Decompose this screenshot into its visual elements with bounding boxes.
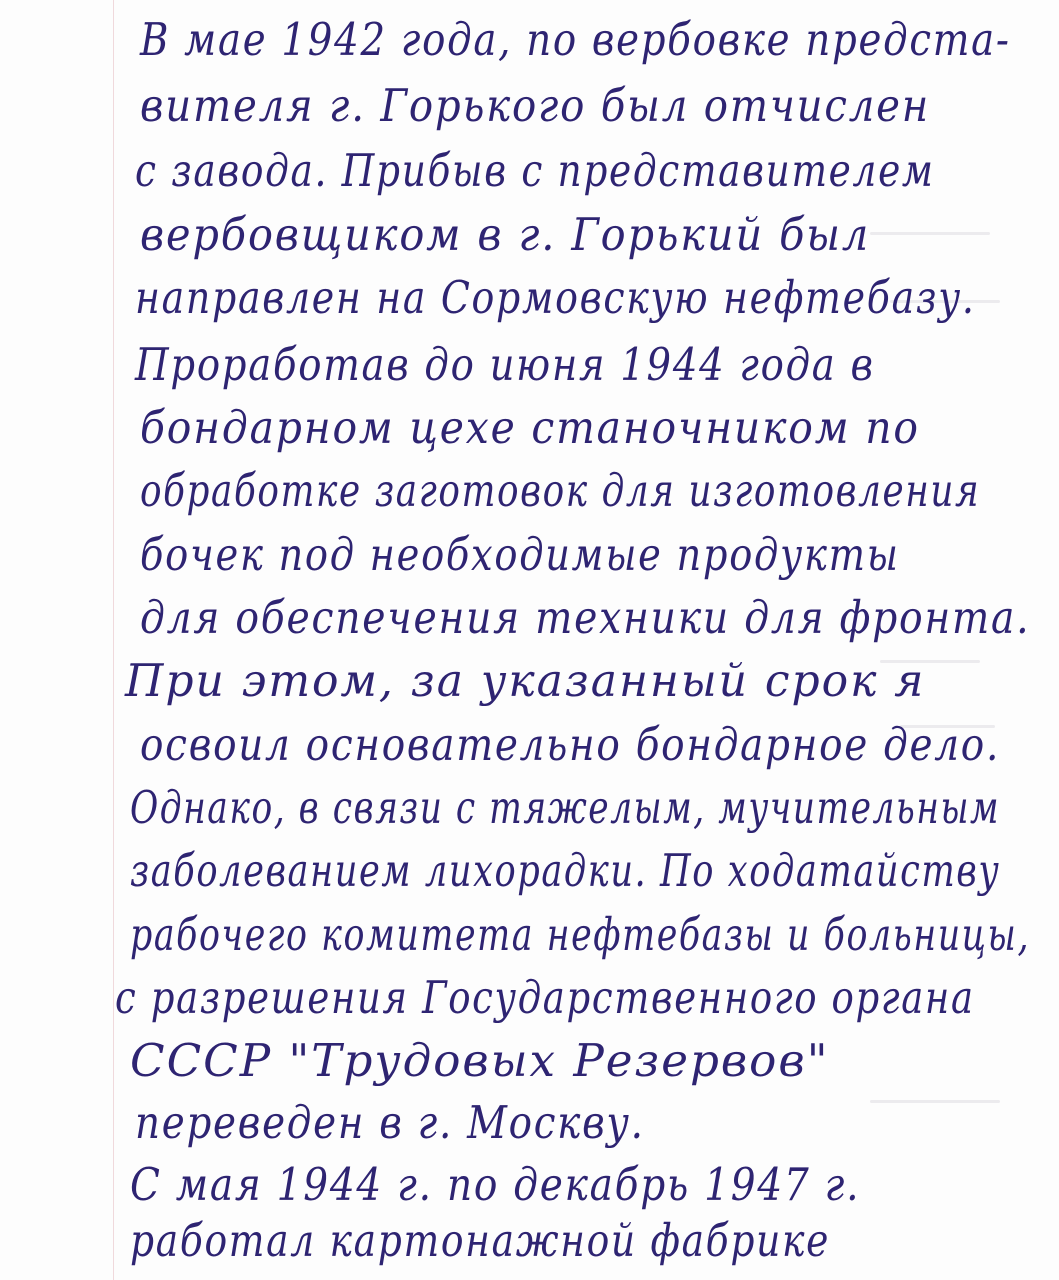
text-line: При этом, за указанный срок я [125,654,926,707]
text-line: обработке заготовок для изготовления [140,464,981,517]
text-line: рабочего комитета нефтебазы и больницы, [130,908,1031,961]
text-line: бочек под необходимые продукты [140,528,900,581]
text-line: работал картонажной фабрике [130,1214,831,1267]
text-line: освоил основательно бондарное дело. [140,718,1001,771]
text-line: Однако, в связи с тяжелым, мучительным [130,781,1001,834]
text-line: заболеванием лихорадки. По ходатайству [130,844,1001,897]
text-line: с завода. Прибыв с представителем [135,144,935,197]
text-line: переведен в г. Москву. [135,1096,645,1149]
text-line: с разрешения Государственного органа [115,971,975,1024]
text-line: вербовщиком в г. Горький был [140,208,871,261]
text-line: для обеспечения техники для фронта. [140,591,1031,644]
text-line: Проработав до июня 1944 года в [135,338,875,391]
text-line: бондарном цехе станочником по [140,401,920,454]
text-line: вителя г. Горького был отчислен [140,79,931,132]
text-line: В мае 1942 года, по вербовке предста- [140,13,1011,66]
text-line: направлен на Сормовскую нефтебазу. [135,271,976,324]
text-line: СССР "Трудовых Резервов" [130,1034,830,1087]
text-line: С мая 1944 г. по декабрь 1947 г. [130,1158,861,1211]
